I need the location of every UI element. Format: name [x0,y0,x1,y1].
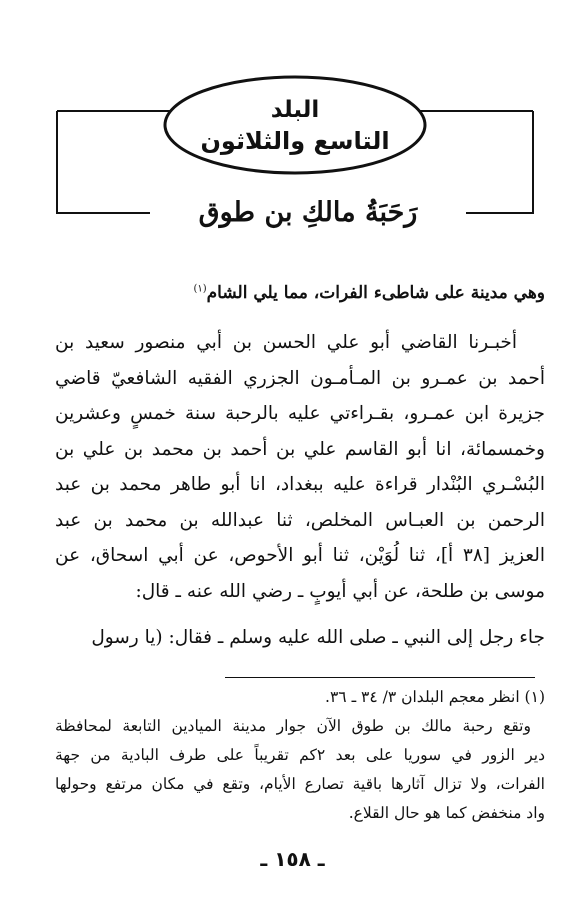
body-line: العزيز [٣٨ أ]، ثنا لُوَيْن، ثنا أبو الأحوص، عن أبي اسحاق، عن [55,545,545,566]
volume-number: التاسع والثلاثون [200,127,390,155]
body-line: وخمسمائة، انا أبو القاسم علي بن أحمد بن محمد بن علي بن [55,438,545,460]
place-description [55,283,545,303]
body-line: أخبـرنا القاضي أبو علي الحسن بن أبي منصور سعيد بن [55,332,517,353]
body-line: جزيرة ابن عمـرو، بقـراءتي عليه بالرحبة سنة خمسٍ وعشرين [55,403,545,424]
body-line: موسى بن طلحة، عن أبي أيوبٍ ـ رضي الله عنه ـ قال: [135,580,545,602]
chapter-header-frame [55,75,535,240]
place-title: رَحَبَةُ مالكِ بن طوق [150,193,466,233]
body-line: البُسْـري البُنْدار قراءة عليه ببغداد، انا أبو طاهر محمد بن عبد [55,474,545,495]
footnote-1: (١) انظر معجم البلدان ٣/ ٣٤ ـ ٣٦. [325,688,545,706]
body-paragraph [55,325,545,609]
page-number: ـ ١٥٨ ـ [260,847,325,871]
footnote-line: دير الزور في سوريا على بعد ٢كم تقريباً على طرف البادية من جهة [55,746,545,764]
footnote-line: واد منخفض كما هو حال القلاع. [348,804,545,822]
footnotes [55,683,545,828]
footnote-separator [225,677,535,678]
footnote-ref: (١) [193,283,207,295]
place-description-text: وهي مدينة على شاطىء الفرات، مما يلي الشام [206,283,545,303]
footnote-line: الفرات، ولا تزال آثارها باقية تصارع الأيام، وتقع في مكان مرتفع وحولها [55,775,545,793]
footnote-line: وتقع رحبة مالك بن طوق الآن جوار مدينة الميادين التابعة لمحافظة [55,717,531,735]
body-line: أحمد بن عمـرو بن المـأمـون الجزري الفقيه الشافعيّ قاضي [55,367,545,389]
body-line: الرحمن بن العبـاس المخلص، ثنا عبدالله بن محمد بن عبد [55,509,545,531]
volume-label: البلد [270,97,320,123]
hadith-continuation: جاء رجل إلى النبي ـ صلى الله عليه وسلم ـ فقال: (يا رسول [91,627,545,648]
